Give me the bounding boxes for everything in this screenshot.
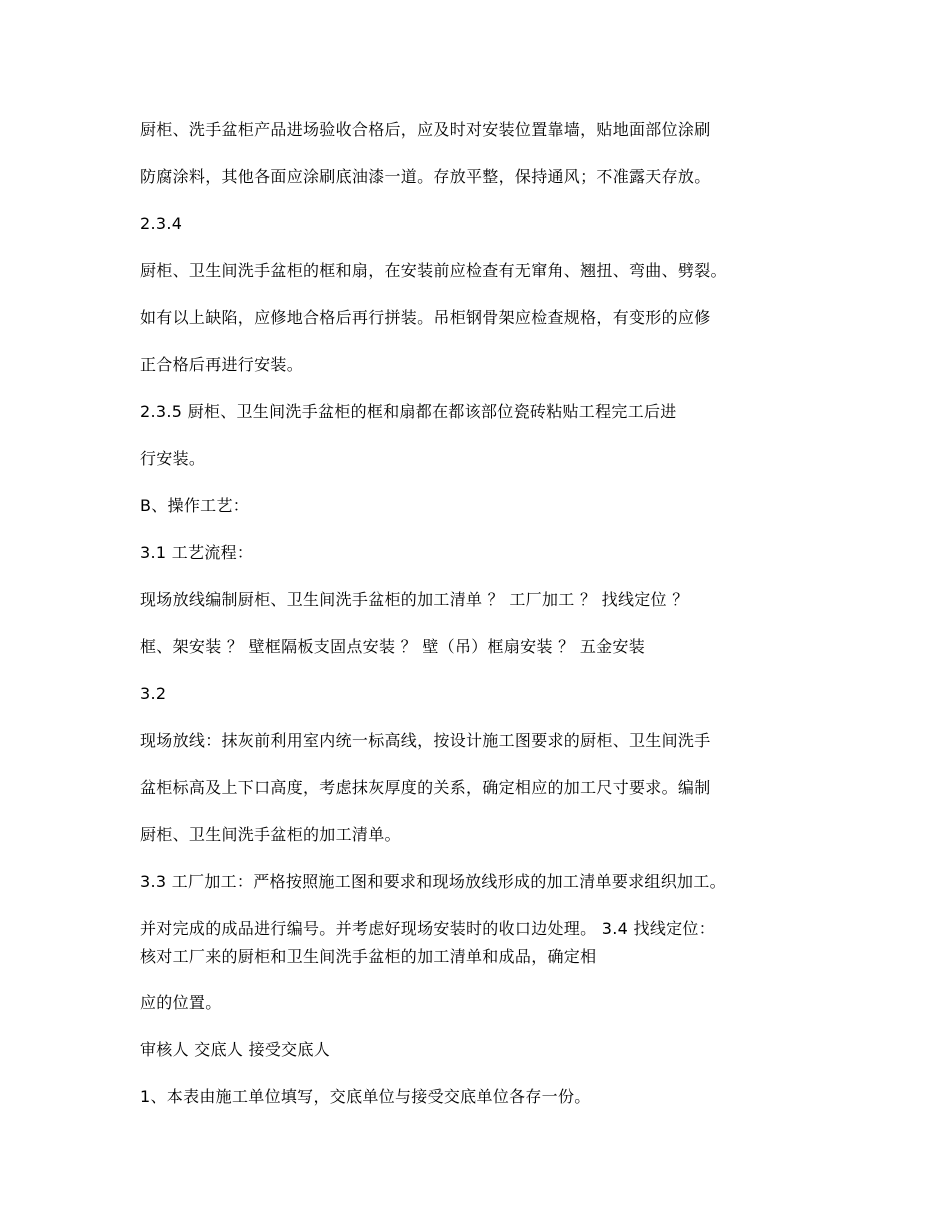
text-line: 核对工厂来的厨柜和卫生间洗手盆柜的加工清单和成品，确定相	[140, 947, 597, 966]
text-line: 现场放线编制厨柜、卫生间洗手盆柜的加工清单 ？ 工厂加工 ？ 找线定位 ？	[140, 590, 689, 609]
text-line: 厨柜、卫生间洗手盆柜的框和扇，在安装前应检查有无窜角、翘扭、弯曲、劈裂。	[140, 261, 727, 280]
text-line: 3.3 工厂加工：严格按照施工图和要求和现场放线形成的加工清单要求组织加工。	[140, 872, 726, 891]
text-line: 防腐涂料，其他各面应涂刷底油漆一道。存放平整，保持通风；不准露天存放。	[140, 167, 711, 186]
text-line: 框、架安装 ？ 壁框隔板支固点安装 ？ 壁（吊）框扇安装 ？ 五金安装	[140, 637, 646, 656]
section-heading: 3.1 工艺流程：	[140, 543, 254, 562]
text-line: 并对完成的成品进行编号。并考虑好现场安装时的收口边处理。 3.4 找线定位：	[140, 919, 716, 938]
text-line: 盆柜标高及上下口高度，考虑抹灰厚度的关系，确定相应的加工尺寸要求。编制	[140, 778, 711, 797]
section-heading: B、操作工艺：	[140, 496, 250, 515]
text-line: 正合格后再进行安装。	[140, 355, 304, 374]
section-number: 3.2	[140, 684, 167, 703]
text-line: 厨柜、洗手盆柜产品进场验收合格后，应及时对安装位置靠墙，贴地面部位涂刷	[140, 120, 711, 139]
text-line: 2.3.5 厨柜、卫生间洗手盆柜的框和扇都在都该部位瓷砖粘贴工程完工后进	[140, 402, 677, 421]
footnote: 1、本表由施工单位填写，交底单位与接受交底单位各存一份。	[140, 1087, 591, 1106]
text-line: 如有以上缺陷，应修地合格后再行拼装。吊柜钢骨架应检查规格，有变形的应修	[140, 308, 711, 327]
signature-labels: 审核人 交底人 接受交底人	[140, 1040, 331, 1059]
text-line: 应的位置。	[140, 993, 222, 1012]
text-line: 行安装。	[140, 449, 206, 468]
text-line: 现场放线：抹灰前利用室内统一标高线，按设计施工图要求的厨柜、卫生间洗手	[140, 731, 711, 750]
text-line: 厨柜、卫生间洗手盆柜的加工清单。	[140, 825, 401, 844]
section-number: 2.3.4	[140, 214, 183, 233]
